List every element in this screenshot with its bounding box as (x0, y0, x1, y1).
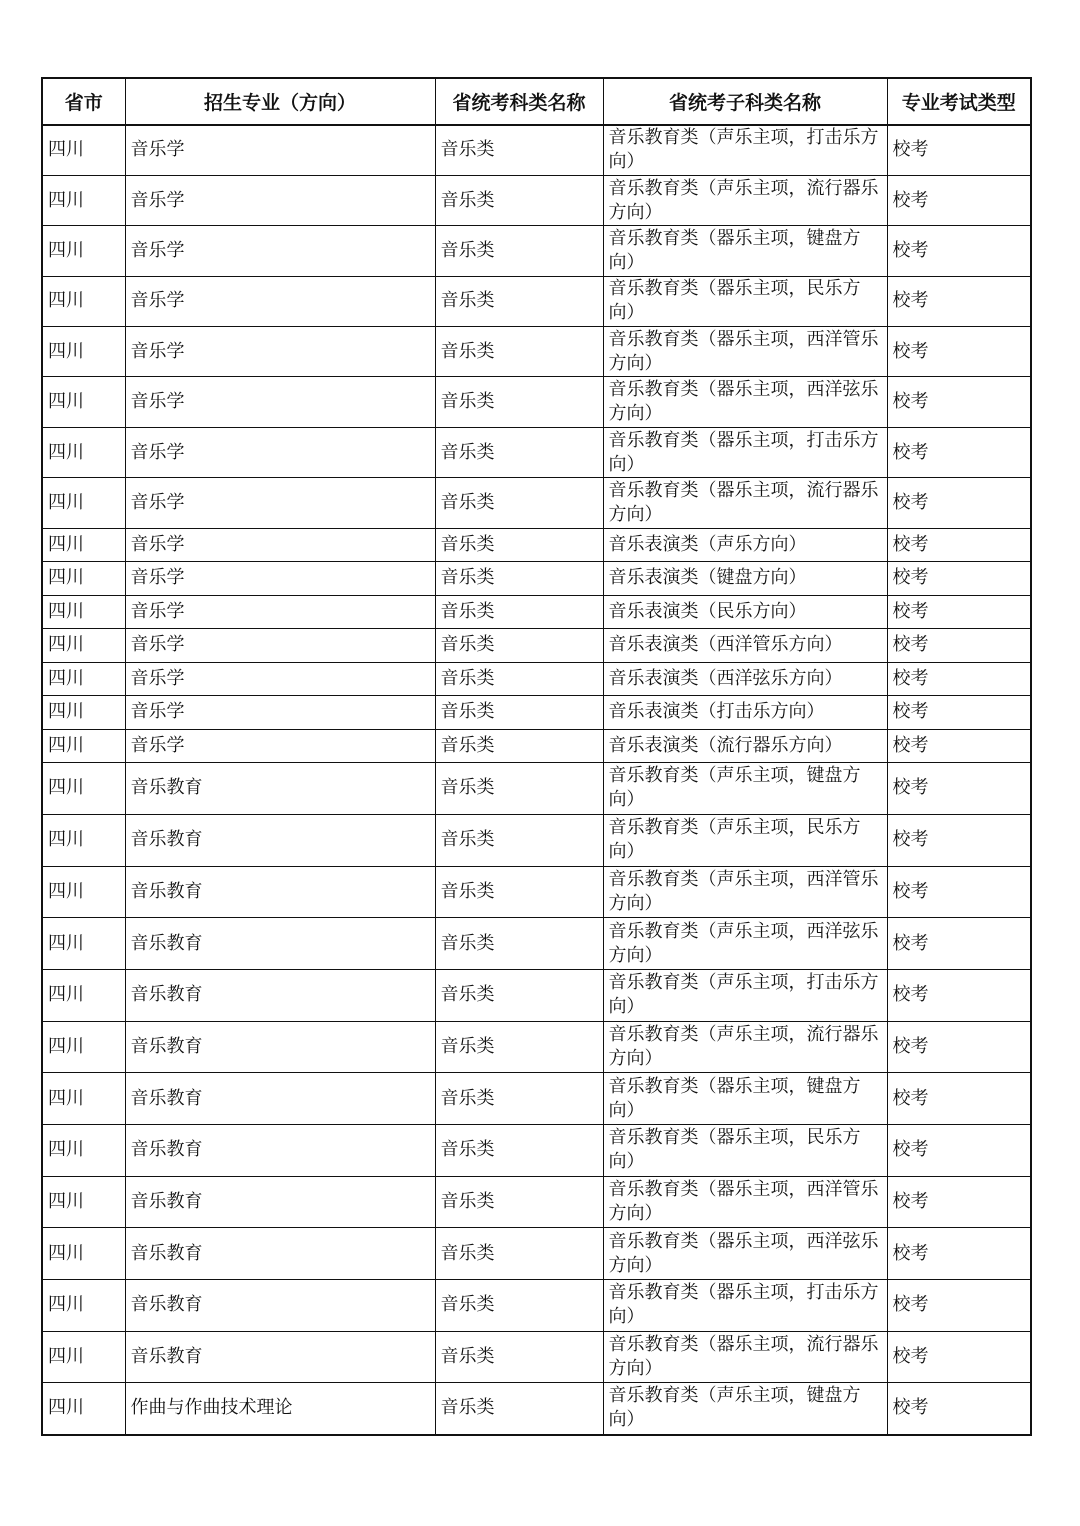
cell-province: 四川 (42, 1176, 125, 1228)
cell-exam-type: 校考 (887, 1331, 1031, 1383)
cell-exam-type: 校考 (887, 969, 1031, 1021)
cell-major: 音乐教育 (125, 1124, 435, 1176)
header-row (42, 78, 1031, 125)
table-row (42, 427, 1031, 477)
table-body (42, 125, 1031, 1435)
cell-exam-category: 音乐类 (435, 729, 603, 763)
cell-exam-category: 音乐类 (435, 918, 603, 970)
cell-exam-subcategory: 音乐教育类（声乐主项，民乐方向） (603, 814, 887, 866)
cell-exam-category: 音乐类 (435, 1280, 603, 1332)
cell-exam-subcategory: 音乐教育类（器乐主项，民乐方向） (603, 276, 887, 326)
cell-exam-category: 音乐类 (435, 866, 603, 918)
cell-exam-type: 校考 (887, 763, 1031, 815)
cell-major: 音乐学 (125, 595, 435, 629)
header-province: 省市 (42, 78, 125, 125)
table-row (42, 226, 1031, 276)
cell-major: 音乐学 (125, 377, 435, 427)
cell-province: 四川 (42, 814, 125, 866)
cell-major: 音乐学 (125, 327, 435, 377)
header-exam-subcategory: 省统考子科类名称 (603, 78, 887, 125)
cell-exam-type: 校考 (887, 629, 1031, 663)
cell-province: 四川 (42, 125, 125, 175)
table-row (42, 763, 1031, 815)
cell-province: 四川 (42, 1021, 125, 1073)
cell-exam-subcategory: 音乐表演类（打击乐方向） (603, 696, 887, 730)
cell-exam-subcategory: 音乐教育类（声乐主项，流行器乐方向） (603, 1021, 887, 1073)
cell-exam-type: 校考 (887, 226, 1031, 276)
cell-exam-subcategory: 音乐教育类（声乐主项，键盘方向） (603, 763, 887, 815)
table-row (42, 1176, 1031, 1228)
cell-major: 音乐学 (125, 562, 435, 596)
cell-exam-category: 音乐类 (435, 528, 603, 562)
cell-major: 音乐学 (125, 662, 435, 696)
cell-exam-category: 音乐类 (435, 1176, 603, 1228)
cell-major: 音乐学 (125, 226, 435, 276)
cell-exam-category: 音乐类 (435, 814, 603, 866)
cell-major: 音乐教育 (125, 918, 435, 970)
cell-major: 音乐教育 (125, 866, 435, 918)
cell-exam-type: 校考 (887, 276, 1031, 326)
cell-major: 音乐学 (125, 276, 435, 326)
table-row (42, 662, 1031, 696)
cell-province: 四川 (42, 729, 125, 763)
cell-exam-subcategory: 音乐表演类（西洋弦乐方向） (603, 662, 887, 696)
cell-exam-subcategory: 音乐教育类（器乐主项，西洋管乐方向） (603, 327, 887, 377)
cell-exam-type: 校考 (887, 1280, 1031, 1332)
cell-exam-type: 校考 (887, 595, 1031, 629)
cell-exam-subcategory: 音乐教育类（声乐主项，打击乐方向） (603, 125, 887, 175)
cell-province: 四川 (42, 478, 125, 528)
table-row (42, 528, 1031, 562)
cell-major: 音乐学 (125, 696, 435, 730)
cell-exam-category: 音乐类 (435, 629, 603, 663)
table-row (42, 1124, 1031, 1176)
cell-province: 四川 (42, 629, 125, 663)
cell-province: 四川 (42, 427, 125, 477)
table-row (42, 595, 1031, 629)
table-row (42, 175, 1031, 225)
cell-exam-category: 音乐类 (435, 276, 603, 326)
cell-exam-category: 音乐类 (435, 1331, 603, 1383)
header-exam-category: 省统考科类名称 (435, 78, 603, 125)
cell-exam-category: 音乐类 (435, 1073, 603, 1125)
table-row (42, 1280, 1031, 1332)
cell-exam-subcategory: 音乐教育类（声乐主项，流行器乐方向） (603, 175, 887, 225)
cell-exam-category: 音乐类 (435, 1021, 603, 1073)
cell-exam-type: 校考 (887, 1021, 1031, 1073)
cell-exam-type: 校考 (887, 427, 1031, 477)
cell-major: 音乐教育 (125, 763, 435, 815)
cell-exam-subcategory: 音乐教育类（器乐主项，打击乐方向） (603, 427, 887, 477)
cell-province: 四川 (42, 1124, 125, 1176)
cell-exam-type: 校考 (887, 562, 1031, 596)
cell-province: 四川 (42, 969, 125, 1021)
cell-major: 音乐学 (125, 629, 435, 663)
cell-major: 音乐学 (125, 729, 435, 763)
cell-major: 音乐学 (125, 427, 435, 477)
cell-exam-type: 校考 (887, 125, 1031, 175)
table-row (42, 1073, 1031, 1125)
cell-exam-type: 校考 (887, 1176, 1031, 1228)
cell-exam-subcategory: 音乐教育类（器乐主项，西洋管乐方向） (603, 1176, 887, 1228)
cell-province: 四川 (42, 327, 125, 377)
cell-exam-category: 音乐类 (435, 763, 603, 815)
cell-exam-type: 校考 (887, 175, 1031, 225)
cell-exam-subcategory: 音乐教育类（声乐主项，打击乐方向） (603, 969, 887, 1021)
cell-exam-subcategory: 音乐教育类（声乐主项，键盘方向） (603, 1383, 887, 1435)
cell-exam-subcategory: 音乐教育类（器乐主项，键盘方向） (603, 226, 887, 276)
cell-exam-subcategory: 音乐教育类（器乐主项，打击乐方向） (603, 1280, 887, 1332)
cell-exam-type: 校考 (887, 918, 1031, 970)
table-header (42, 78, 1031, 125)
cell-major: 音乐学 (125, 478, 435, 528)
cell-major: 音乐教育 (125, 1021, 435, 1073)
header-exam-type: 专业考试类型 (887, 78, 1031, 125)
table-row (42, 125, 1031, 175)
cell-province: 四川 (42, 595, 125, 629)
cell-exam-type: 校考 (887, 377, 1031, 427)
cell-major: 音乐学 (125, 175, 435, 225)
cell-exam-category: 音乐类 (435, 562, 603, 596)
table-row (42, 629, 1031, 663)
cell-exam-category: 音乐类 (435, 662, 603, 696)
cell-exam-type: 校考 (887, 866, 1031, 918)
cell-province: 四川 (42, 1331, 125, 1383)
cell-exam-type: 校考 (887, 1124, 1031, 1176)
admissions-table (41, 77, 1032, 1436)
cell-major: 音乐教育 (125, 1280, 435, 1332)
cell-province: 四川 (42, 528, 125, 562)
cell-exam-category: 音乐类 (435, 696, 603, 730)
cell-major: 作曲与作曲技术理论 (125, 1383, 435, 1435)
cell-exam-subcategory: 音乐表演类（民乐方向） (603, 595, 887, 629)
table-row (42, 377, 1031, 427)
table-row (42, 969, 1031, 1021)
cell-exam-category: 音乐类 (435, 969, 603, 1021)
cell-exam-subcategory: 音乐表演类（西洋管乐方向） (603, 629, 887, 663)
cell-exam-type: 校考 (887, 478, 1031, 528)
cell-province: 四川 (42, 662, 125, 696)
cell-exam-category: 音乐类 (435, 175, 603, 225)
cell-province: 四川 (42, 175, 125, 225)
cell-province: 四川 (42, 918, 125, 970)
cell-exam-subcategory: 音乐教育类（声乐主项，西洋管乐方向） (603, 866, 887, 918)
cell-exam-category: 音乐类 (435, 377, 603, 427)
cell-exam-category: 音乐类 (435, 327, 603, 377)
cell-province: 四川 (42, 696, 125, 730)
cell-exam-category: 音乐类 (435, 125, 603, 175)
cell-exam-type: 校考 (887, 1228, 1031, 1280)
cell-exam-category: 音乐类 (435, 1228, 603, 1280)
cell-exam-subcategory: 音乐表演类（键盘方向） (603, 562, 887, 596)
cell-exam-type: 校考 (887, 729, 1031, 763)
cell-province: 四川 (42, 562, 125, 596)
cell-exam-subcategory: 音乐教育类（器乐主项，键盘方向） (603, 1073, 887, 1125)
cell-major: 音乐学 (125, 528, 435, 562)
cell-province: 四川 (42, 1383, 125, 1435)
cell-exam-subcategory: 音乐教育类（器乐主项，西洋弦乐方向） (603, 377, 887, 427)
cell-province: 四川 (42, 276, 125, 326)
cell-major: 音乐教育 (125, 1073, 435, 1125)
cell-exam-type: 校考 (887, 662, 1031, 696)
cell-exam-subcategory: 音乐教育类（器乐主项，流行器乐方向） (603, 1331, 887, 1383)
cell-exam-type: 校考 (887, 327, 1031, 377)
table-row (42, 696, 1031, 730)
cell-exam-category: 音乐类 (435, 1124, 603, 1176)
cell-major: 音乐教育 (125, 1228, 435, 1280)
cell-exam-subcategory: 音乐表演类（声乐方向） (603, 528, 887, 562)
table-row (42, 1228, 1031, 1280)
table-row (42, 1383, 1031, 1435)
cell-major: 音乐教育 (125, 1176, 435, 1228)
cell-exam-subcategory: 音乐表演类（流行器乐方向） (603, 729, 887, 763)
cell-major: 音乐教育 (125, 969, 435, 1021)
cell-province: 四川 (42, 1228, 125, 1280)
cell-exam-type: 校考 (887, 1073, 1031, 1125)
cell-exam-subcategory: 音乐教育类（声乐主项，西洋弦乐方向） (603, 918, 887, 970)
cell-major: 音乐学 (125, 125, 435, 175)
cell-major: 音乐教育 (125, 814, 435, 866)
cell-exam-category: 音乐类 (435, 226, 603, 276)
cell-province: 四川 (42, 226, 125, 276)
cell-exam-category: 音乐类 (435, 1383, 603, 1435)
table-row (42, 327, 1031, 377)
cell-province: 四川 (42, 377, 125, 427)
table-row (42, 1331, 1031, 1383)
cell-exam-type: 校考 (887, 696, 1031, 730)
header-major: 招生专业（方向） (125, 78, 435, 125)
table-row (42, 478, 1031, 528)
cell-exam-category: 音乐类 (435, 478, 603, 528)
cell-province: 四川 (42, 763, 125, 815)
table-row (42, 814, 1031, 866)
table-row (42, 1021, 1031, 1073)
table-row (42, 866, 1031, 918)
cell-exam-subcategory: 音乐教育类（器乐主项，民乐方向） (603, 1124, 887, 1176)
table-row (42, 918, 1031, 970)
cell-province: 四川 (42, 1073, 125, 1125)
cell-exam-type: 校考 (887, 814, 1031, 866)
cell-major: 音乐教育 (125, 1331, 435, 1383)
cell-exam-type: 校考 (887, 528, 1031, 562)
cell-exam-subcategory: 音乐教育类（器乐主项，流行器乐方向） (603, 478, 887, 528)
cell-exam-subcategory: 音乐教育类（器乐主项，西洋弦乐方向） (603, 1228, 887, 1280)
table-row (42, 729, 1031, 763)
table-row (42, 276, 1031, 326)
table-row (42, 562, 1031, 596)
cell-exam-category: 音乐类 (435, 595, 603, 629)
cell-province: 四川 (42, 866, 125, 918)
cell-province: 四川 (42, 1280, 125, 1332)
cell-exam-category: 音乐类 (435, 427, 603, 477)
cell-exam-type: 校考 (887, 1383, 1031, 1435)
